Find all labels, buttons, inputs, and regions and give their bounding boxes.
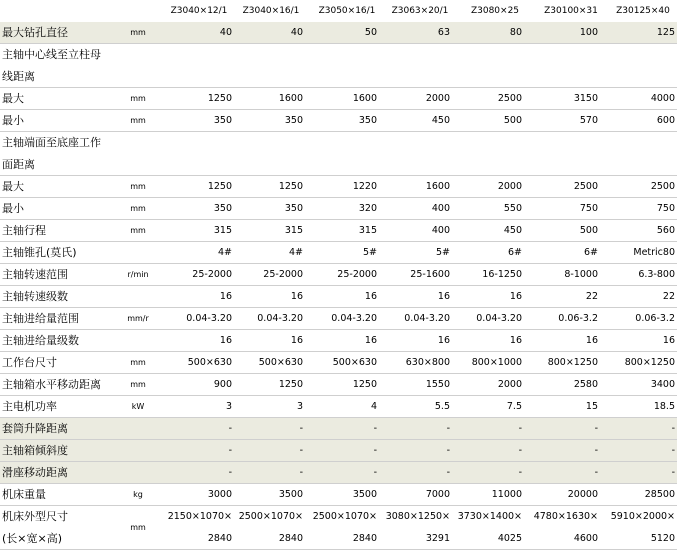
cell-value [378, 66, 450, 88]
cell-value [305, 44, 377, 66]
cell-value: 750 [579, 203, 598, 214]
row-unit: mm/r [127, 314, 149, 323]
table-row [0, 176, 677, 198]
cell-value: - [671, 467, 675, 478]
table-row [0, 22, 677, 44]
cell-value: 22 [585, 291, 598, 302]
row-unit: mm [130, 94, 146, 103]
cell-value [231, 66, 303, 88]
cell-value [526, 44, 598, 66]
cell-value: 4# [217, 247, 232, 258]
cell-value [160, 44, 232, 66]
cell-value: 0.06-3.2 [558, 313, 598, 324]
cell-value: 0.04-3.20 [331, 313, 377, 324]
row-unit: mm [130, 116, 146, 125]
cell-value: - [446, 445, 450, 456]
cell-value: 750 [656, 203, 675, 214]
cell-value: 2840 [278, 533, 303, 544]
table-row [0, 132, 677, 154]
table-row [0, 198, 677, 220]
cell-value [160, 154, 232, 176]
cell-value: 315 [213, 225, 232, 236]
row-unit [122, 66, 154, 88]
table-row [0, 308, 677, 330]
table-row [0, 374, 677, 396]
row-label: 套筒升降距离 [2, 422, 68, 435]
cell-value: - [594, 445, 598, 456]
cell-value: 1250 [207, 93, 232, 104]
cell-value: 1550 [425, 379, 450, 390]
cell-value: - [518, 467, 522, 478]
cell-value: 4780×1630× [533, 511, 598, 522]
cell-value [231, 154, 303, 176]
cell-value [603, 66, 675, 88]
cell-value: 315 [284, 225, 303, 236]
cell-value: 4000 [650, 93, 675, 104]
cell-value: 2840 [352, 533, 377, 544]
row-label: 最大 [2, 92, 24, 105]
cell-value: 3150 [573, 93, 598, 104]
cell-value: 3400 [650, 379, 675, 390]
row-unit: mm [130, 204, 146, 213]
row-unit [122, 418, 154, 440]
cell-value: 16 [219, 291, 232, 302]
cell-value: 0.04-3.20 [476, 313, 522, 324]
column-header-model: Z30100×31 [544, 6, 598, 16]
cell-value: 315 [358, 225, 377, 236]
cell-value: 28500 [644, 489, 675, 500]
table-row [0, 286, 677, 308]
cell-value: 5.5 [434, 401, 450, 412]
row-label: 主轴转速级数 [2, 290, 68, 303]
row-label: 主轴箱水平移动距离 [2, 378, 101, 391]
table-row [0, 154, 677, 176]
cell-value: 5910×2000× [610, 511, 675, 522]
table-row [0, 352, 677, 374]
cell-value: 350 [284, 115, 303, 126]
table-header [0, 0, 677, 22]
cell-value: 2150×1070× [167, 511, 232, 522]
row-unit [122, 462, 154, 484]
cell-value [603, 154, 675, 176]
cell-value [450, 132, 522, 154]
cell-value: 2000 [497, 181, 522, 192]
table-row [0, 88, 677, 110]
cell-value: 1250 [278, 181, 303, 192]
cell-value: - [671, 423, 675, 434]
cell-value: - [373, 445, 377, 456]
cell-value: 350 [358, 115, 377, 126]
cell-value: 16 [364, 335, 377, 346]
row-unit [122, 154, 154, 176]
column-header-model: Z3050×16/1 [318, 6, 376, 16]
row-unit [122, 286, 154, 308]
cell-value: - [299, 423, 303, 434]
row-unit: mm [130, 182, 146, 191]
row-unit [122, 242, 154, 264]
cell-value: 0.04-3.20 [186, 313, 232, 324]
cell-value [378, 154, 450, 176]
cell-value: - [446, 423, 450, 434]
cell-value: 16 [437, 335, 450, 346]
table-row [0, 418, 677, 440]
cell-value: 16 [509, 335, 522, 346]
cell-value [160, 66, 232, 88]
table-row-dimensions [0, 506, 677, 550]
row-unit: mm [130, 358, 146, 367]
cell-value: - [594, 467, 598, 478]
row-unit [122, 44, 154, 66]
cell-value: 20000 [567, 489, 598, 500]
cell-value: 40 [290, 27, 303, 38]
cell-value: 5# [362, 247, 377, 258]
column-header-model: Z3080×25 [470, 6, 520, 16]
table-row [0, 110, 677, 132]
row-label: 线距离 [2, 70, 35, 83]
cell-value: 0.04-3.20 [404, 313, 450, 324]
row-label-sub: (长×宽×高) [2, 532, 63, 545]
table-row [0, 330, 677, 352]
cell-value: 25-1600 [410, 269, 450, 280]
cell-value: 4 [370, 401, 377, 412]
table-row [0, 462, 677, 484]
cell-value: - [228, 467, 232, 478]
cell-value: 630×800 [405, 357, 450, 368]
cell-value: 25-2000 [192, 269, 232, 280]
row-label: 最大 [2, 180, 24, 193]
cell-value: 22 [662, 291, 675, 302]
row-unit: mm [130, 380, 146, 389]
cell-value [526, 66, 598, 88]
table-row [0, 440, 677, 462]
row-unit: kW [131, 402, 145, 411]
row-label: 面距离 [2, 158, 35, 171]
row-label: 主轴锥孔(莫氏) [2, 246, 77, 259]
row-unit [122, 440, 154, 462]
table-row [0, 484, 677, 506]
column-header-model: Z3063×20/1 [391, 6, 449, 16]
cell-value [231, 132, 303, 154]
cell-value [603, 44, 675, 66]
cell-value: 570 [579, 115, 598, 126]
cell-value: 2840 [207, 533, 232, 544]
row-unit [122, 330, 154, 352]
cell-value: - [299, 467, 303, 478]
row-label: 主轴行程 [2, 224, 46, 237]
cell-value [603, 132, 675, 154]
cell-value: 0.06-3.2 [635, 313, 675, 324]
cell-value: 2500×1070× [312, 511, 377, 522]
cell-value: 1600 [425, 181, 450, 192]
cell-value: 25-2000 [337, 269, 377, 280]
cell-value: 2500×1070× [238, 511, 303, 522]
row-label: 主轴进给量范围 [2, 312, 79, 325]
cell-value: 3730×1400× [457, 511, 522, 522]
cell-value: 6.3-800 [638, 269, 675, 280]
cell-value: 5# [435, 247, 450, 258]
row-label: 滑座移动距离 [2, 466, 68, 479]
cell-value: 1250 [207, 181, 232, 192]
cell-value: 16 [437, 291, 450, 302]
cell-value: 560 [656, 225, 675, 236]
cell-value: 3500 [352, 489, 377, 500]
cell-value: 1250 [278, 379, 303, 390]
cell-value: 6# [507, 247, 522, 258]
cell-value: 500×630 [332, 357, 377, 368]
row-label: 最大钻孔直径 [2, 26, 68, 39]
cell-value: 550 [503, 203, 522, 214]
cell-value: 8-1000 [564, 269, 598, 280]
cell-value: 2500 [497, 93, 522, 104]
row-label: 主轴转速范围 [2, 268, 68, 281]
cell-value: 2500 [650, 181, 675, 192]
cell-value: 40 [219, 27, 232, 38]
row-label: 主轴端面至底座工作 [2, 136, 101, 149]
cell-value: - [373, 467, 377, 478]
cell-value: 3000 [207, 489, 232, 500]
cell-value: 350 [213, 115, 232, 126]
cell-value: 1220 [352, 181, 377, 192]
cell-value: 800×1250 [547, 357, 598, 368]
cell-value: 1600 [352, 93, 377, 104]
row-label: 主轴进给量级数 [2, 334, 79, 347]
cell-value: 0.04-3.20 [257, 313, 303, 324]
column-header-model: Z30125×40 [616, 6, 670, 16]
cell-value: 2580 [573, 379, 598, 390]
table-row [0, 396, 677, 418]
cell-value: 3 [296, 401, 303, 412]
row-label: 最小 [2, 202, 24, 215]
cell-value: 500 [503, 115, 522, 126]
cell-value [305, 66, 377, 88]
cell-value: 320 [358, 203, 377, 214]
row-unit: kg [133, 490, 143, 499]
column-header-model: Z3040×12/1 [170, 6, 228, 16]
cell-value [450, 66, 522, 88]
row-label: 机床外型尺寸 [2, 510, 68, 523]
cell-value: 16 [585, 335, 598, 346]
cell-value [378, 44, 450, 66]
cell-value: 500×630 [187, 357, 232, 368]
cell-value: 100 [579, 27, 598, 38]
cell-value: 350 [284, 203, 303, 214]
cell-value: 2000 [497, 379, 522, 390]
cell-value: 16 [290, 291, 303, 302]
table-row [0, 66, 677, 88]
cell-value: Metric80 [633, 247, 675, 258]
row-label: 最小 [2, 114, 24, 127]
cell-value [160, 132, 232, 154]
cell-value: - [228, 423, 232, 434]
cell-value: 3080×1250× [385, 511, 450, 522]
row-label: 机床重量 [2, 488, 46, 501]
cell-value: 3500 [278, 489, 303, 500]
cell-value: 18.5 [653, 401, 675, 412]
cell-value: 3 [225, 401, 232, 412]
cell-value: 800×1000 [471, 357, 522, 368]
cell-value: 16 [290, 335, 303, 346]
cell-value: 16-1250 [482, 269, 522, 280]
column-header-model: Z3040×16/1 [242, 6, 300, 16]
cell-value: 7000 [425, 489, 450, 500]
table-row [0, 220, 677, 242]
cell-value [526, 154, 598, 176]
cell-value: - [671, 445, 675, 456]
cell-value [526, 132, 598, 154]
cell-value: 6# [583, 247, 598, 258]
cell-value: 7.5 [506, 401, 522, 412]
table-row [0, 44, 677, 66]
row-unit: mm [130, 28, 146, 37]
cell-value: - [518, 445, 522, 456]
row-unit: mm [130, 226, 146, 235]
cell-value: - [228, 445, 232, 456]
row-unit: mm [130, 523, 146, 532]
cell-value: 25-2000 [263, 269, 303, 280]
row-unit [122, 132, 154, 154]
cell-value: - [299, 445, 303, 456]
cell-value: 16 [219, 335, 232, 346]
row-unit: r/min [127, 270, 149, 279]
cell-value: 4# [288, 247, 303, 258]
cell-value: 16 [509, 291, 522, 302]
cell-value: - [594, 423, 598, 434]
table-row [0, 242, 677, 264]
cell-value: 125 [656, 27, 675, 38]
cell-value: 900 [213, 379, 232, 390]
cell-value: 2000 [425, 93, 450, 104]
cell-value: 4600 [573, 533, 598, 544]
cell-value: - [446, 467, 450, 478]
row-label: 主电机功率 [2, 400, 57, 413]
table-row [0, 264, 677, 286]
cell-value: 5120 [650, 533, 675, 544]
cell-value: 400 [431, 203, 450, 214]
cell-value: 450 [431, 115, 450, 126]
cell-value: 63 [437, 27, 450, 38]
cell-value: 4025 [497, 533, 522, 544]
cell-value: 1250 [352, 379, 377, 390]
row-label: 工作台尺寸 [2, 356, 57, 369]
cell-value [450, 44, 522, 66]
cell-value: 2500 [573, 181, 598, 192]
cell-value: 800×1250 [624, 357, 675, 368]
cell-value: 16 [364, 291, 377, 302]
cell-value: - [518, 423, 522, 434]
cell-value: 500×630 [258, 357, 303, 368]
cell-value: 50 [364, 27, 377, 38]
cell-value [450, 154, 522, 176]
cell-value: 400 [431, 225, 450, 236]
cell-value: 3291 [425, 533, 450, 544]
cell-value [305, 132, 377, 154]
cell-value [231, 44, 303, 66]
cell-value: 15 [585, 401, 598, 412]
cell-value: 450 [503, 225, 522, 236]
row-label: 主轴箱倾斜度 [2, 444, 68, 457]
cell-value: 1600 [278, 93, 303, 104]
cell-value [378, 132, 450, 154]
cell-value: 350 [213, 203, 232, 214]
cell-value: 16 [662, 335, 675, 346]
cell-value: 11000 [491, 489, 522, 500]
cell-value [305, 154, 377, 176]
cell-value: 600 [656, 115, 675, 126]
cell-value: 500 [579, 225, 598, 236]
cell-value: - [373, 423, 377, 434]
cell-value: 80 [509, 27, 522, 38]
row-label: 主轴中心线至立柱母 [2, 48, 101, 61]
